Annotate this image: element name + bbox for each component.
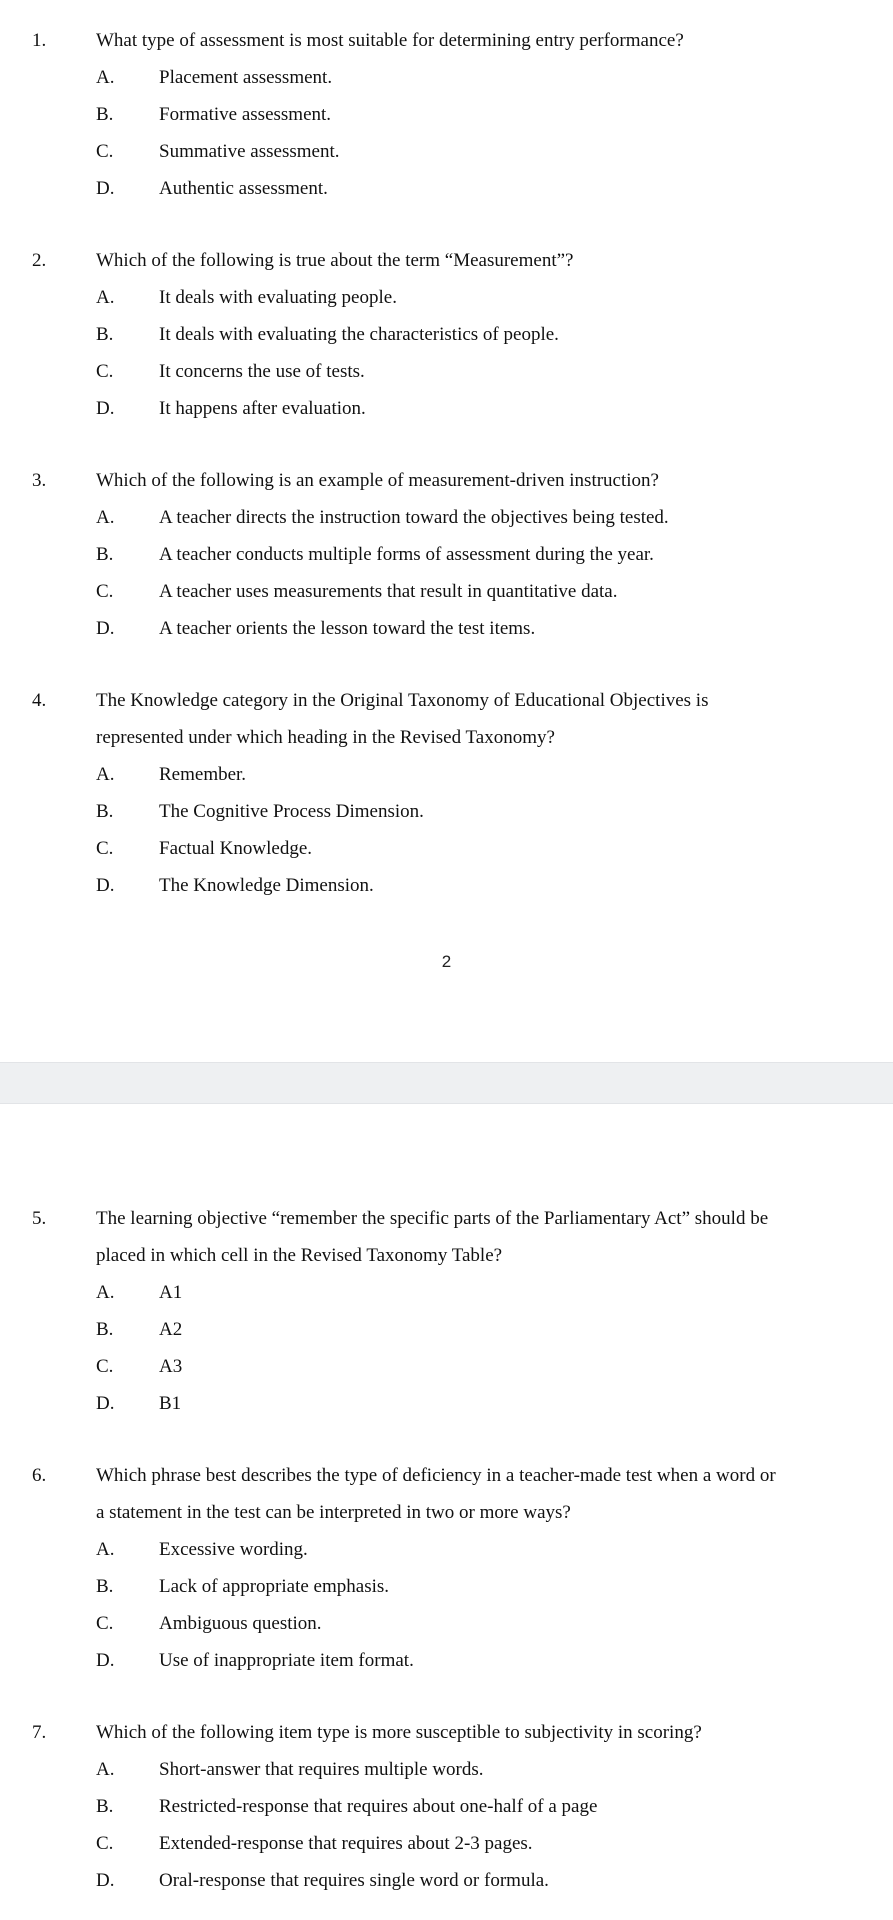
option-text: Excessive wording. (159, 1539, 308, 1560)
option-a (0, 1531, 893, 1568)
option-letter: B. (96, 801, 114, 822)
option-text: Formative assessment. (159, 104, 332, 125)
option-d (0, 390, 893, 427)
option-text: The Knowledge Dimension. (159, 875, 374, 896)
question-3 (0, 462, 893, 647)
option-text: It concerns the use of tests. (159, 361, 365, 382)
option-c (0, 353, 893, 390)
question-text: Which of the following is an example of measurement-driven instruction? (96, 470, 659, 491)
question-text: Which phrase best describes the type of deficiency in a teacher-made test when a word or (96, 1465, 776, 1486)
question-number: 2. (32, 250, 47, 271)
option-letter: D. (96, 398, 115, 419)
question-number: 7. (32, 1722, 47, 1743)
option-b (0, 96, 893, 133)
question-line-continued (0, 1237, 893, 1274)
option-letter: D. (96, 618, 115, 639)
option-text: Placement assessment. (159, 67, 333, 88)
option-d (0, 867, 893, 904)
question-text: represented under which heading in the Revised Taxonomy? (96, 727, 555, 748)
option-text: Summative assessment. (159, 141, 340, 162)
question-number: 5. (32, 1208, 47, 1229)
question-line (0, 22, 893, 59)
option-letter: D. (96, 178, 115, 199)
option-text: It happens after evaluation. (159, 398, 366, 419)
option-letter: B. (96, 1796, 114, 1817)
option-text: Ambiguous question. (159, 1613, 322, 1634)
question-number: 4. (32, 690, 47, 711)
question-6 (0, 1457, 893, 1679)
option-text: Authentic assessment. (159, 178, 328, 199)
option-letter: C. (96, 1356, 114, 1377)
option-a (0, 1751, 893, 1788)
option-text: Oral-response that requires single word or formula. (159, 1870, 549, 1891)
option-b (0, 316, 893, 353)
option-c (0, 1825, 893, 1862)
option-letter: D. (96, 1870, 115, 1891)
option-text: Restricted-response that requires about one-half of a page (159, 1796, 598, 1817)
option-letter: C. (96, 361, 114, 382)
option-text: A teacher conducts multiple forms of assessment during the year. (159, 544, 654, 565)
option-text: The Cognitive Process Dimension. (159, 801, 424, 822)
option-text: Remember. (159, 764, 247, 785)
option-text: A teacher directs the instruction toward the objectives being tested. (159, 507, 669, 528)
option-text: Short-answer that requires multiple words. (159, 1759, 484, 1780)
option-letter: D. (96, 1393, 115, 1414)
option-text: A3 (159, 1356, 183, 1377)
option-letter: D. (96, 1650, 115, 1671)
option-letter: A. (96, 1282, 115, 1303)
option-text: It deals with evaluating people. (159, 287, 397, 308)
question-7 (0, 1714, 893, 1899)
question-4 (0, 682, 893, 904)
document-page-2 (0, 1104, 893, 1920)
option-c (0, 1605, 893, 1642)
option-letter: C. (96, 141, 114, 162)
option-d (0, 1385, 893, 1422)
question-line (0, 1200, 893, 1237)
option-d (0, 170, 893, 207)
option-text: A teacher orients the lesson toward the test items. (159, 618, 536, 639)
option-letter: B. (96, 1576, 114, 1597)
option-text: A1 (159, 1282, 183, 1303)
option-text: A2 (159, 1319, 183, 1340)
question-5 (0, 1200, 893, 1422)
option-letter: A. (96, 67, 115, 88)
option-letter: B. (96, 1319, 114, 1340)
page-number: 2 (441, 952, 452, 971)
page-separator (0, 1062, 893, 1104)
question-text: The Knowledge category in the Original Taxonomy of Educational Objectives is (96, 690, 709, 711)
option-d (0, 610, 893, 647)
option-text: Use of inappropriate item format. (159, 1650, 414, 1671)
question-number: 3. (32, 470, 47, 491)
question-text: What type of assessment is most suitable for determining entry performance? (96, 30, 684, 51)
option-c (0, 573, 893, 610)
question-2 (0, 242, 893, 427)
question-number: 6. (32, 1465, 47, 1486)
question-line-continued (0, 1494, 893, 1531)
question-text: placed in which cell in the Revised Taxonomy Table? (96, 1245, 503, 1266)
option-text: Extended-response that requires about 2-3 pages. (159, 1833, 533, 1854)
question-number: 1. (32, 30, 47, 51)
option-letter: A. (96, 1759, 115, 1780)
option-a (0, 59, 893, 96)
option-letter: C. (96, 838, 114, 859)
question-text: a statement in the test can be interpreted in two or more ways? (96, 1502, 571, 1523)
option-letter: C. (96, 1833, 114, 1854)
option-letter: A. (96, 764, 115, 785)
option-text: A teacher uses measurements that result in quantitative data. (159, 581, 618, 602)
question-line (0, 462, 893, 499)
option-letter: C. (96, 581, 114, 602)
question-text: Which of the following item type is more susceptible to subjectivity in scoring? (96, 1722, 702, 1743)
option-b (0, 536, 893, 573)
question-line (0, 1457, 893, 1494)
option-a (0, 279, 893, 316)
option-d (0, 1862, 893, 1899)
option-c (0, 830, 893, 867)
option-b (0, 1311, 893, 1348)
question-line (0, 1714, 893, 1751)
option-b (0, 793, 893, 830)
question-1 (0, 22, 893, 207)
option-letter: A. (96, 287, 115, 308)
option-letter: A. (96, 1539, 115, 1560)
option-a (0, 756, 893, 793)
option-letter: D. (96, 875, 115, 896)
question-line-continued (0, 719, 893, 756)
option-text: Factual Knowledge. (159, 838, 313, 859)
option-b (0, 1568, 893, 1605)
option-letter: B. (96, 324, 114, 345)
question-line (0, 242, 893, 279)
option-d (0, 1642, 893, 1679)
question-text: The learning objective “remember the specific parts of the Parliamentary Act” should be (96, 1208, 769, 1229)
question-line (0, 682, 893, 719)
option-a (0, 499, 893, 536)
option-text: B1 (159, 1393, 182, 1414)
option-text: Lack of appropriate emphasis. (159, 1576, 390, 1597)
option-c (0, 1348, 893, 1385)
option-letter: B. (96, 544, 114, 565)
option-letter: A. (96, 507, 115, 528)
option-text: It deals with evaluating the characteristics of people. (159, 324, 559, 345)
option-letter: B. (96, 104, 114, 125)
option-b (0, 1788, 893, 1825)
question-text: Which of the following is true about the term “Measurement”? (96, 250, 574, 271)
option-letter: C. (96, 1613, 114, 1634)
option-a (0, 1274, 893, 1311)
option-c (0, 133, 893, 170)
